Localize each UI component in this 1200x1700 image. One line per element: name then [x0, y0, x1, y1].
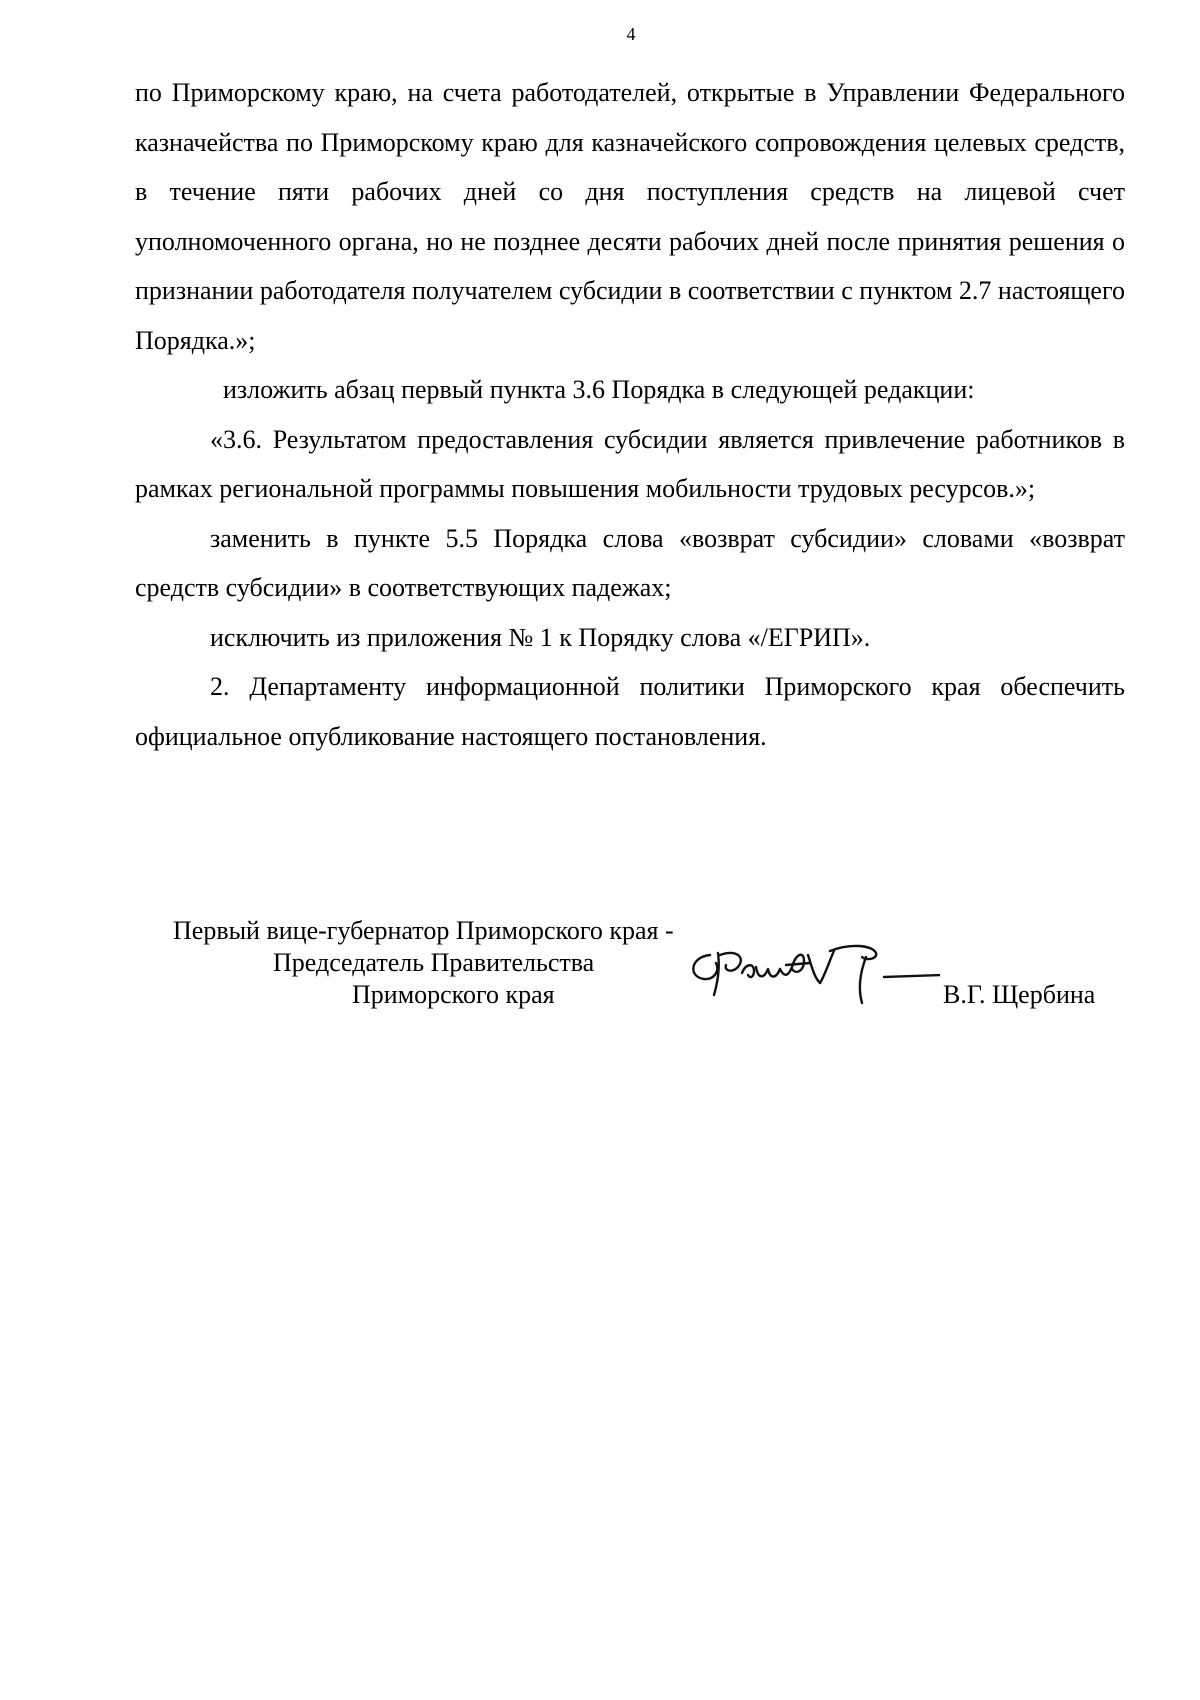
paragraph-3-6-text: «3.6. Результатом предоставления субсидии является привлечение работников в рамках региональной программы повышения мобильности трудовых ресурсов.»;: [135, 424, 1125, 503]
signatory-title-line-3: Приморского края: [352, 980, 555, 1009]
signatory-title-line-1: Первый вице-губернатор Приморского края -: [173, 916, 674, 945]
document-body: [135, 68, 1125, 761]
signatory-name: В.Г. Щербина: [943, 980, 1096, 1009]
signature-block: [0, 915, 1200, 1025]
page-number: 4: [626, 24, 636, 44]
paragraph-5-5-replace: заменить в пункте 5.5 Порядка слова «возврат субсидии» словами «возврат средств субсидии» в соответствующих падежах;: [135, 523, 1125, 602]
signatory-title-line-2: Председатель Правительства: [273, 948, 595, 977]
paragraph-continuation: по Приморскому краю, на счета работодателей, открытые в Управлении Федерального казначейства по Приморскому краю для казначейского сопровождения целевых средств, в течение пяти рабочих дней со дня поступления средств на лицевой счет уполномоченного органа, но не позднее десяти рабочих дней после принятия решения о признании работодателя получателем субсидии в соответствии с пунктом 2.7 настоящего Порядка.»;: [135, 78, 1125, 355]
paragraph-appendix-exclude: исключить из приложения № 1 к Порядку слова «/ЕГРИП».: [210, 622, 871, 652]
handwritten-signature: [680, 933, 940, 1013]
paragraph-publication: 2. Департаменту информационной политики Приморского края обеспечить официальное опубликование настоящего постановления.: [135, 672, 1125, 751]
paragraph-amend-3-6-intro: изложить абзац первый пункта 3.6 Порядка в следующей редакции:: [223, 375, 975, 404]
